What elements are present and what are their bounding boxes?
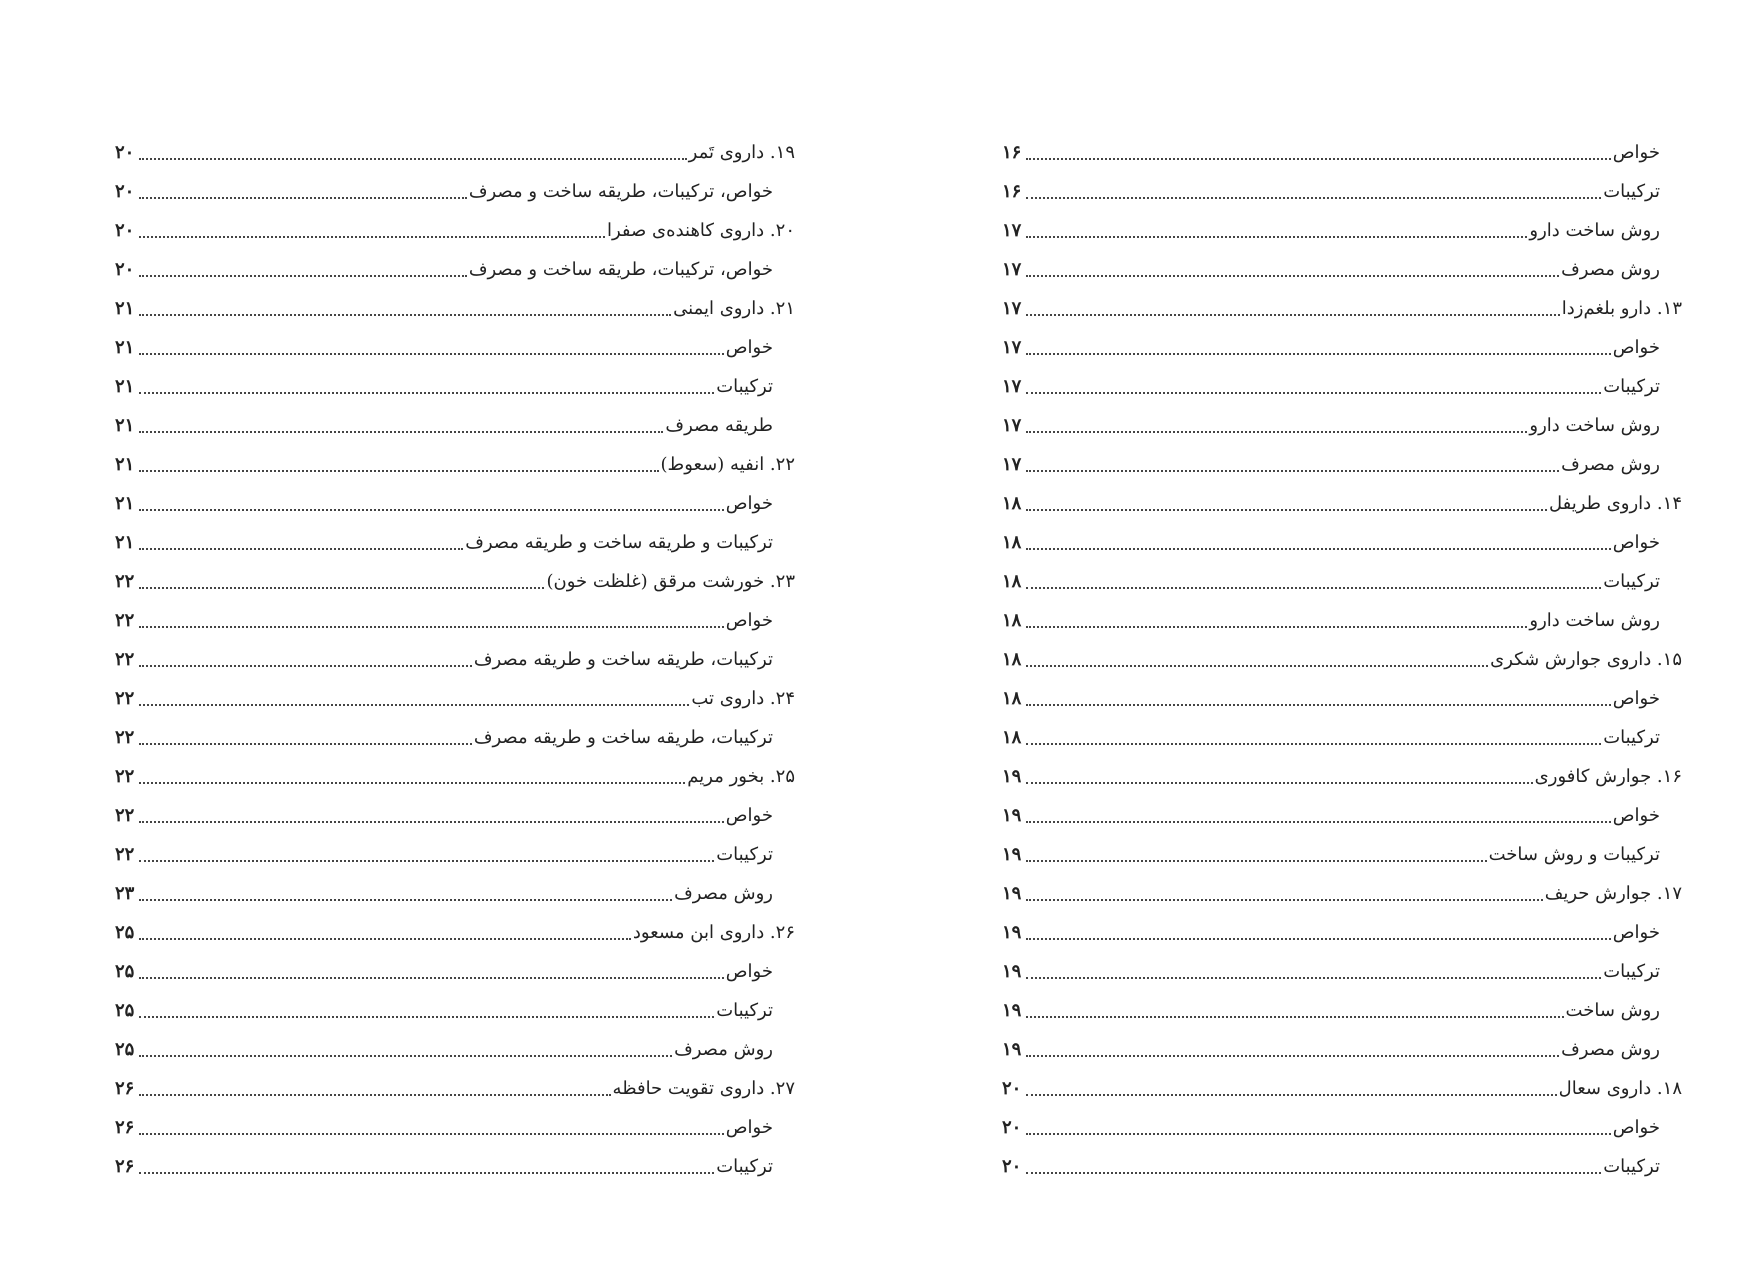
toc-entry-title: ۲۰. داروی کاهنده‌ی صفرا xyxy=(607,220,795,241)
dot-leader xyxy=(139,899,672,901)
toc-section-entry xyxy=(115,1069,795,1108)
toc-section-entry xyxy=(115,211,795,250)
toc-entry-title: ترکیبات xyxy=(716,376,773,397)
dot-leader xyxy=(1026,236,1527,238)
toc-entry-title: روش ساخت xyxy=(1565,1000,1660,1021)
toc-subsection-entry xyxy=(1002,406,1682,445)
toc-subsection-entry xyxy=(115,1147,795,1186)
toc-subsection-entry xyxy=(115,601,795,640)
toc-page-number: ۲۰ xyxy=(1002,1078,1022,1099)
dot-leader xyxy=(139,509,724,511)
dot-leader xyxy=(1026,1094,1557,1096)
toc-subsection-entry xyxy=(115,874,795,913)
toc-subsection-entry xyxy=(1002,445,1682,484)
toc-entry-title: خواص xyxy=(725,805,773,826)
dot-leader xyxy=(1026,938,1611,940)
toc-page-number: ۲۲ xyxy=(115,805,135,826)
toc-page-number: ۱۸ xyxy=(1002,571,1022,592)
toc-page-number: ۲۰ xyxy=(1002,1117,1022,1138)
toc-page-number: ۱۸ xyxy=(1002,727,1022,748)
dot-leader xyxy=(139,1094,611,1096)
toc-entry-title: خواص xyxy=(725,1117,773,1138)
toc-entry-title: روش مصرف xyxy=(674,883,773,904)
toc-page-number: ۱۹ xyxy=(1002,844,1022,865)
dot-leader xyxy=(139,977,724,979)
toc-entry-title: ترکیبات و روش ساخت xyxy=(1488,844,1660,865)
toc-entry-title: روش ساخت دارو xyxy=(1529,220,1660,241)
dot-leader xyxy=(139,860,714,862)
toc-entry-title: خواص xyxy=(1612,922,1660,943)
dot-leader xyxy=(1026,626,1527,628)
toc-page-number: ۱۸ xyxy=(1002,688,1022,709)
dot-leader xyxy=(1026,977,1601,979)
toc-section-entry xyxy=(115,445,795,484)
dot-leader xyxy=(139,197,467,199)
toc-entry-title: ۲۵. بخور مریم xyxy=(687,766,795,787)
toc-page-number: ۲۰ xyxy=(115,181,135,202)
dot-leader xyxy=(139,548,463,550)
toc-entry-title: روش مصرف xyxy=(1561,259,1660,280)
dot-leader xyxy=(139,782,685,784)
toc-page-number: ۱۷ xyxy=(1002,415,1022,436)
dot-leader xyxy=(1026,1055,1559,1057)
toc-entry-title: ۱۴. داروی طریفل xyxy=(1548,493,1682,514)
toc-section-entry xyxy=(115,679,795,718)
dot-leader xyxy=(139,665,472,667)
toc-page-number: ۲۳ xyxy=(115,883,135,904)
dot-leader xyxy=(1026,821,1611,823)
toc-entry-title: روش ساخت دارو xyxy=(1529,610,1660,631)
toc-page-number: ۱۸ xyxy=(1002,532,1022,553)
toc-entry-title: خواص xyxy=(725,493,773,514)
toc-entry-title: ۱۹. داروی تَمر xyxy=(688,142,795,163)
toc-subsection-entry xyxy=(115,991,795,1030)
toc-entry-title: خواص xyxy=(1612,805,1660,826)
dot-leader xyxy=(1026,470,1559,472)
toc-left-page xyxy=(115,133,795,1186)
toc-page-number: ۱۶ xyxy=(1002,181,1022,202)
toc-entry-title: روش مصرف xyxy=(674,1039,773,1060)
toc-page-number: ۱۹ xyxy=(1002,922,1022,943)
toc-subsection-entry xyxy=(1002,718,1682,757)
toc-page-number: ۲۱ xyxy=(115,415,135,436)
toc-subsection-entry xyxy=(115,718,795,757)
toc-section-entry xyxy=(115,757,795,796)
toc-section-entry xyxy=(115,913,795,952)
dot-leader xyxy=(139,1055,672,1057)
toc-subsection-entry xyxy=(1002,1030,1682,1069)
dot-leader xyxy=(1026,1016,1564,1018)
toc-entry-title: ۲۴. داروی تب xyxy=(691,688,795,709)
toc-page-number: ۱۷ xyxy=(1002,259,1022,280)
toc-subsection-entry xyxy=(1002,211,1682,250)
toc-subsection-entry xyxy=(115,367,795,406)
toc-entry-title: خواص xyxy=(725,610,773,631)
toc-entry-title: ترکیبات، طریقه ساخت و طریقه مصرف xyxy=(473,649,773,670)
toc-subsection-entry xyxy=(1002,367,1682,406)
dot-leader xyxy=(139,821,724,823)
toc-subsection-entry xyxy=(115,484,795,523)
dot-leader xyxy=(1026,665,1488,667)
toc-subsection-entry xyxy=(115,250,795,289)
dot-leader xyxy=(139,1172,714,1174)
toc-entry-title: ۱۷. جوارش حریف xyxy=(1544,883,1682,904)
toc-subsection-entry xyxy=(115,640,795,679)
toc-entry-title: خواص xyxy=(1612,142,1660,163)
dot-leader xyxy=(1026,587,1601,589)
toc-page-number: ۱۹ xyxy=(1002,883,1022,904)
toc-entry-title: ترکیبات xyxy=(1603,961,1660,982)
toc-subsection-entry xyxy=(115,796,795,835)
toc-page-number: ۱۸ xyxy=(1002,649,1022,670)
toc-entry-title: ۲۳. خورشت مرقق (غلظت خون) xyxy=(546,571,795,592)
toc-page-number: ۱۸ xyxy=(1002,493,1022,514)
dot-leader xyxy=(139,626,724,628)
toc-entry-title: خواص xyxy=(1612,337,1660,358)
toc-page-number: ۱۷ xyxy=(1002,337,1022,358)
dot-leader xyxy=(139,587,544,589)
dot-leader xyxy=(1026,782,1533,784)
toc-page-number: ۲۱ xyxy=(115,337,135,358)
toc-subsection-entry xyxy=(1002,601,1682,640)
toc-page-number: ۲۵ xyxy=(115,961,135,982)
toc-subsection-entry xyxy=(1002,1108,1682,1147)
toc-subsection-entry xyxy=(115,172,795,211)
toc-entry-title: ترکیبات، طریقه ساخت و طریقه مصرف xyxy=(473,727,773,748)
toc-entry-title: خواص، ترکیبات، طریقه ساخت و مصرف xyxy=(468,259,773,280)
toc-subsection-entry xyxy=(1002,991,1682,1030)
toc-page-number: ۲۵ xyxy=(115,1039,135,1060)
toc-page-number: ۲۲ xyxy=(115,610,135,631)
toc-entry-title: ۲۲. انفیه (سعوط) xyxy=(660,454,795,475)
toc-page-number: ۲۲ xyxy=(115,571,135,592)
dot-leader xyxy=(1026,431,1527,433)
toc-entry-title: ۱۵. داروی جوارش شکری xyxy=(1490,649,1682,670)
toc-page-number: ۲۰ xyxy=(1002,1156,1022,1177)
toc-subsection-entry xyxy=(1002,796,1682,835)
dot-leader xyxy=(1026,860,1487,862)
dot-leader xyxy=(1026,158,1611,160)
toc-subsection-entry xyxy=(1002,133,1682,172)
dot-leader xyxy=(139,314,671,316)
dot-leader xyxy=(139,392,714,394)
dot-leader xyxy=(1026,275,1559,277)
toc-page-number: ۲۲ xyxy=(115,688,135,709)
toc-entry-title: خواص xyxy=(1612,1117,1660,1138)
dot-leader xyxy=(139,470,659,472)
toc-right-page xyxy=(1002,133,1682,1186)
dot-leader xyxy=(139,704,689,706)
dot-leader xyxy=(139,275,467,277)
dot-leader xyxy=(139,938,631,940)
dot-leader xyxy=(1026,743,1601,745)
toc-page-number: ۲۰ xyxy=(115,220,135,241)
dot-leader xyxy=(1026,314,1560,316)
toc-section-entry xyxy=(115,133,795,172)
toc-page-number: ۱۷ xyxy=(1002,220,1022,241)
toc-subsection-entry xyxy=(115,952,795,991)
toc-subsection-entry xyxy=(115,406,795,445)
dot-leader xyxy=(139,158,687,160)
toc-page-number: ۱۹ xyxy=(1002,961,1022,982)
toc-page-number: ۲۱ xyxy=(115,532,135,553)
toc-page-number: ۲۲ xyxy=(115,727,135,748)
toc-subsection-entry xyxy=(1002,952,1682,991)
toc-entry-title: ترکیبات xyxy=(716,1000,773,1021)
toc-entry-title: روش مصرف xyxy=(1561,1039,1660,1060)
toc-section-entry xyxy=(1002,289,1682,328)
toc-page-number: ۲۱ xyxy=(115,493,135,514)
dot-leader xyxy=(1026,899,1543,901)
toc-section-entry xyxy=(1002,640,1682,679)
toc-section-entry xyxy=(115,289,795,328)
toc-entry-title: ترکیبات xyxy=(1603,727,1660,748)
toc-entry-title: خواص xyxy=(1612,688,1660,709)
dot-leader xyxy=(139,743,472,745)
toc-page-number: ۲۰ xyxy=(115,142,135,163)
toc-entry-title: ترکیبات و طریقه ساخت و طریقه مصرف xyxy=(465,532,773,553)
toc-entry-title: ۱۸. داروی سعال xyxy=(1558,1078,1682,1099)
toc-subsection-entry xyxy=(1002,1147,1682,1186)
toc-page-number: ۱۷ xyxy=(1002,376,1022,397)
dot-leader xyxy=(139,353,724,355)
toc-page-number: ۲۱ xyxy=(115,376,135,397)
toc-page-number: ۱۹ xyxy=(1002,1000,1022,1021)
toc-subsection-entry xyxy=(1002,835,1682,874)
dot-leader xyxy=(139,431,663,433)
toc-page-number: ۲۶ xyxy=(115,1117,135,1138)
toc-page-number: ۱۷ xyxy=(1002,454,1022,475)
toc-page-number: ۱۷ xyxy=(1002,298,1022,319)
toc-subsection-entry xyxy=(1002,562,1682,601)
toc-subsection-entry xyxy=(115,328,795,367)
dot-leader xyxy=(1026,548,1611,550)
toc-subsection-entry xyxy=(1002,172,1682,211)
toc-entry-title: خواص xyxy=(725,337,773,358)
toc-page-number: ۲۲ xyxy=(115,766,135,787)
toc-entry-title: ۲۷. داروی تقویت حافظه xyxy=(612,1078,795,1099)
toc-subsection-entry xyxy=(1002,679,1682,718)
toc-entry-title: روش ساخت دارو xyxy=(1529,415,1660,436)
toc-entry-title: ۱۳. دارو بلغم‌زدا xyxy=(1561,298,1682,319)
dot-leader xyxy=(1026,509,1547,511)
toc-page-number: ۲۶ xyxy=(115,1156,135,1177)
toc-page-number: ۱۹ xyxy=(1002,766,1022,787)
toc-entry-title: خواص، ترکیبات، طریقه ساخت و مصرف xyxy=(468,181,773,202)
toc-section-entry xyxy=(1002,1069,1682,1108)
toc-entry-title: طریقه مصرف xyxy=(665,415,773,436)
toc-page-number: ۲۵ xyxy=(115,922,135,943)
toc-page-number: ۲۲ xyxy=(115,649,135,670)
toc-page-number: ۱۹ xyxy=(1002,1039,1022,1060)
dot-leader xyxy=(1026,392,1601,394)
dot-leader xyxy=(139,236,605,238)
dot-leader xyxy=(1026,1133,1611,1135)
toc-section-entry xyxy=(1002,874,1682,913)
toc-subsection-entry xyxy=(1002,328,1682,367)
toc-section-entry xyxy=(115,562,795,601)
toc-subsection-entry xyxy=(1002,913,1682,952)
toc-page-number: ۱۶ xyxy=(1002,142,1022,163)
toc-subsection-entry xyxy=(115,1030,795,1069)
dot-leader xyxy=(1026,1172,1601,1174)
toc-subsection-entry xyxy=(1002,523,1682,562)
toc-subsection-entry xyxy=(115,523,795,562)
toc-section-entry xyxy=(1002,484,1682,523)
toc-entry-title: خواص xyxy=(725,961,773,982)
toc-page-number: ۱۹ xyxy=(1002,805,1022,826)
toc-entry-title: ۱۶. جوارش کافوری xyxy=(1534,766,1682,787)
toc-subsection-entry xyxy=(115,1108,795,1147)
dot-leader xyxy=(139,1133,724,1135)
toc-page-number: ۲۲ xyxy=(115,844,135,865)
toc-section-entry xyxy=(1002,757,1682,796)
toc-subsection-entry xyxy=(1002,250,1682,289)
toc-entry-title: ترکیبات xyxy=(1603,181,1660,202)
toc-entry-title: ۲۶. داروی ابن مسعود xyxy=(632,922,795,943)
toc-entry-title: ترکیبات xyxy=(716,844,773,865)
toc-page-number: ۲۵ xyxy=(115,1000,135,1021)
toc-entry-title: ترکیبات xyxy=(716,1156,773,1177)
toc-subsection-entry xyxy=(115,835,795,874)
dot-leader xyxy=(1026,353,1611,355)
dot-leader xyxy=(139,1016,714,1018)
toc-page-number: ۲۱ xyxy=(115,454,135,475)
toc-entry-title: ترکیبات xyxy=(1603,376,1660,397)
toc-entry-title: خواص xyxy=(1612,532,1660,553)
toc-page-number: ۱۸ xyxy=(1002,610,1022,631)
toc-entry-title: ۲۱. داروی ایمنی xyxy=(673,298,795,319)
toc-entry-title: ترکیبات xyxy=(1603,571,1660,592)
dot-leader xyxy=(1026,197,1601,199)
toc-page-number: ۲۱ xyxy=(115,298,135,319)
toc-entry-title: ترکیبات xyxy=(1603,1156,1660,1177)
dot-leader xyxy=(1026,704,1611,706)
toc-entry-title: روش مصرف xyxy=(1561,454,1660,475)
toc-page-number: ۲۶ xyxy=(115,1078,135,1099)
toc-page-number: ۲۰ xyxy=(115,259,135,280)
